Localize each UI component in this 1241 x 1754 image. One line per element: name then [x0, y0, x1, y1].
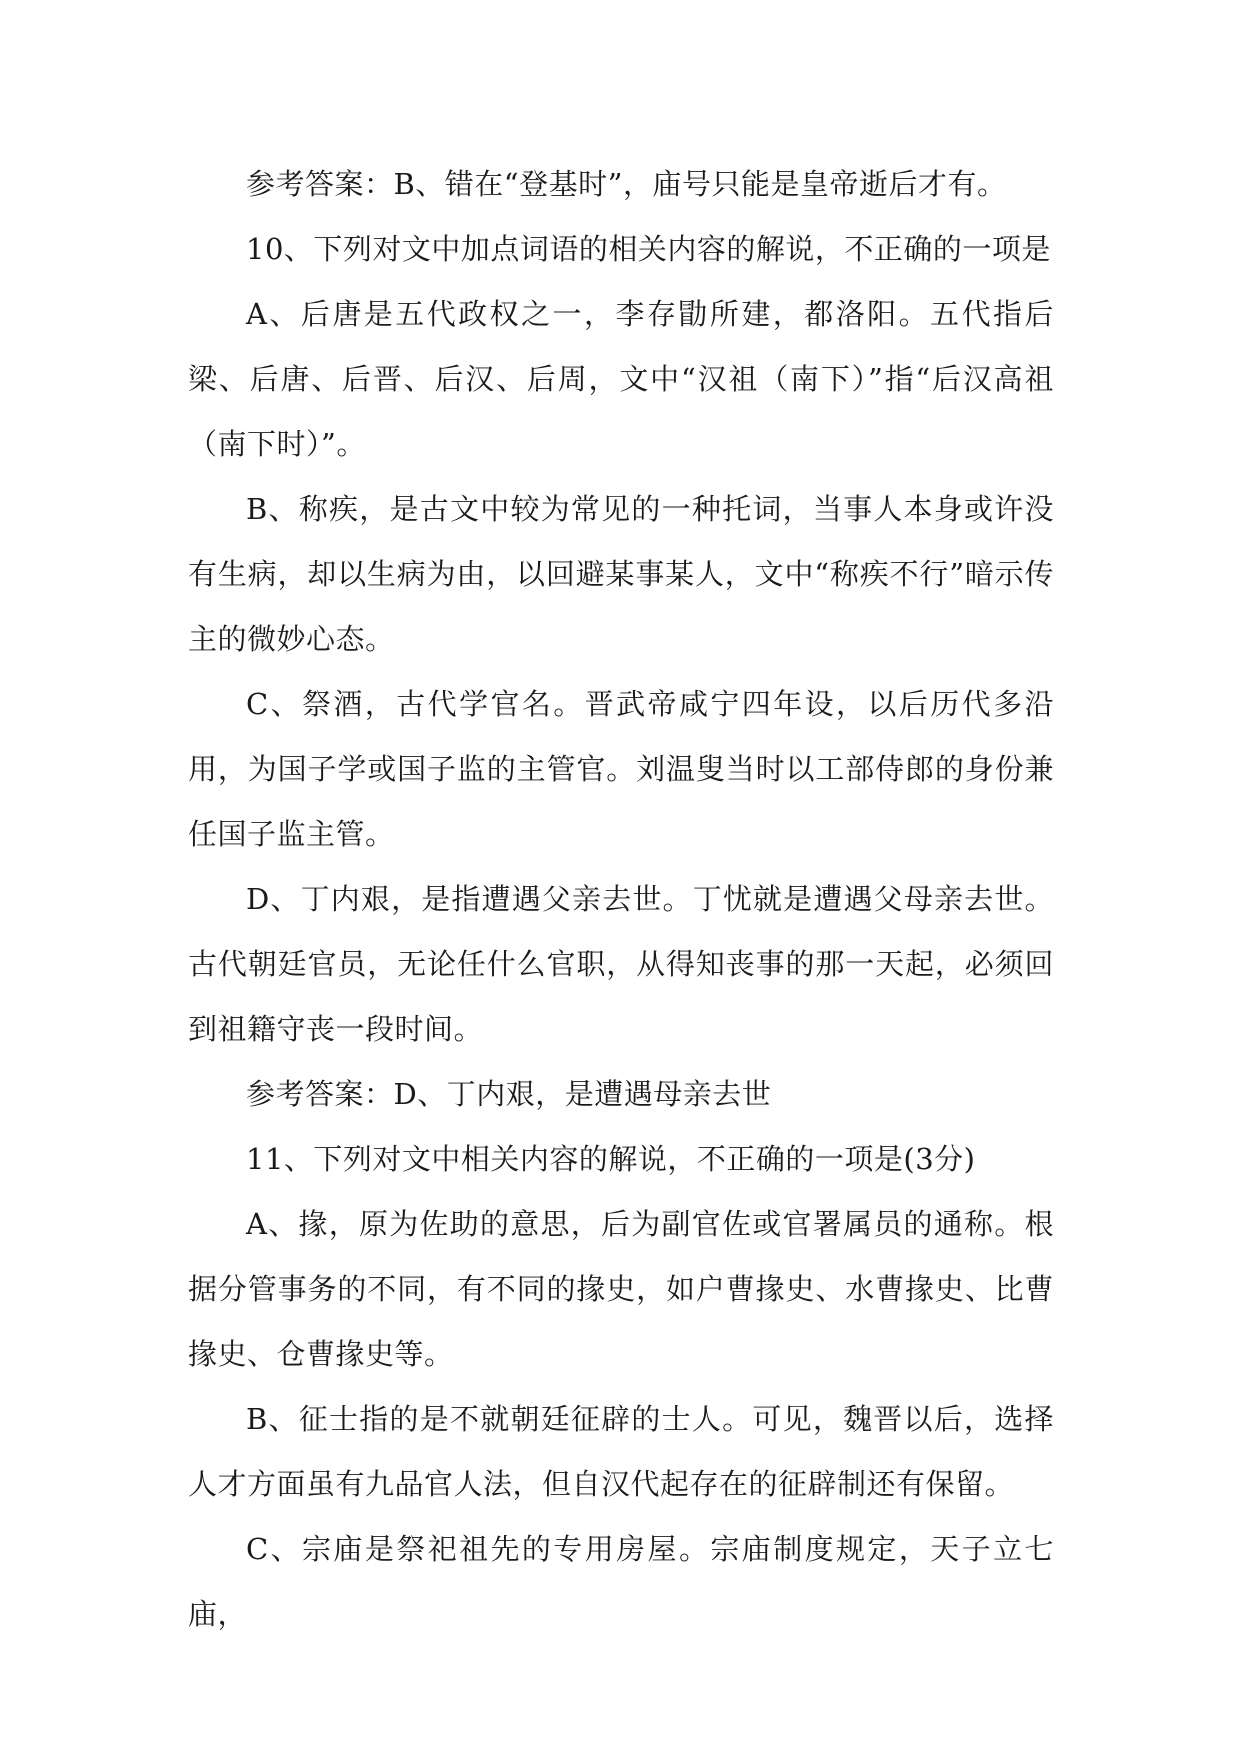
question-11-option-b: B、征士指的是不就朝廷征辟的士人。可见，魏晋以后，选择人才方面虽有九品官人法，但自汉代起存在的征辟制还有保留。 — [188, 1402, 1054, 1501]
question-11-option-c: C、宗庙是祭祀祖先的专用房屋。宗庙制度规定，天子立七庙， — [188, 1532, 1054, 1631]
question-10-stem: 10、下列对文中加点词语的相关内容的解说，不正确的一项是 — [246, 232, 1051, 266]
question-10-option-b: B、称疾，是古文中较为常见的一种托词，当事人本身或许没有生病，却以生病为由，以回避某事某人，文中“称疾不行”暗示传主的微妙心态。 — [188, 492, 1054, 656]
question-10-option-d: D、丁内艰，是指遭遇父亲去世。丁忧就是遭遇父母亲去世。古代朝廷官员，无论任什么官职，从得知丧事的那一天起，必须回到祖籍守丧一段时间。 — [188, 882, 1054, 1046]
answer-paragraph-10: 参考答案：D、丁内艰，是遭遇母亲去世 — [246, 1077, 772, 1111]
answer-paragraph-9: 参考答案：B、错在“登基时”，庙号只能是皇帝逝后才有。 — [246, 167, 1007, 201]
question-10-option-a: A、后唐是五代政权之一，李存勖所建，都洛阳。五代指后梁、后唐、后晋、后汉、后周，文中“汉祖（南下）”指“后汉高祖（南下时）”。 — [188, 297, 1054, 461]
document-page — [188, 152, 1054, 1647]
question-11-stem: 11、下列对文中相关内容的解说，不正确的一项是(3分) — [246, 1142, 976, 1176]
question-11-option-a: A、掾，原为佐助的意思，后为副官佐或官署属员的通称。根据分管事务的不同，有不同的掾史，如户曹掾史、水曹掾史、比曹掾史、仓曹掾史等。 — [188, 1207, 1054, 1371]
question-10-option-c: C、祭酒，古代学官名。晋武帝咸宁四年设，以后历代多沿用，为国子学或国子监的主管官。刘温叟当时以工部侍郎的身份兼任国子监主管。 — [188, 687, 1054, 851]
